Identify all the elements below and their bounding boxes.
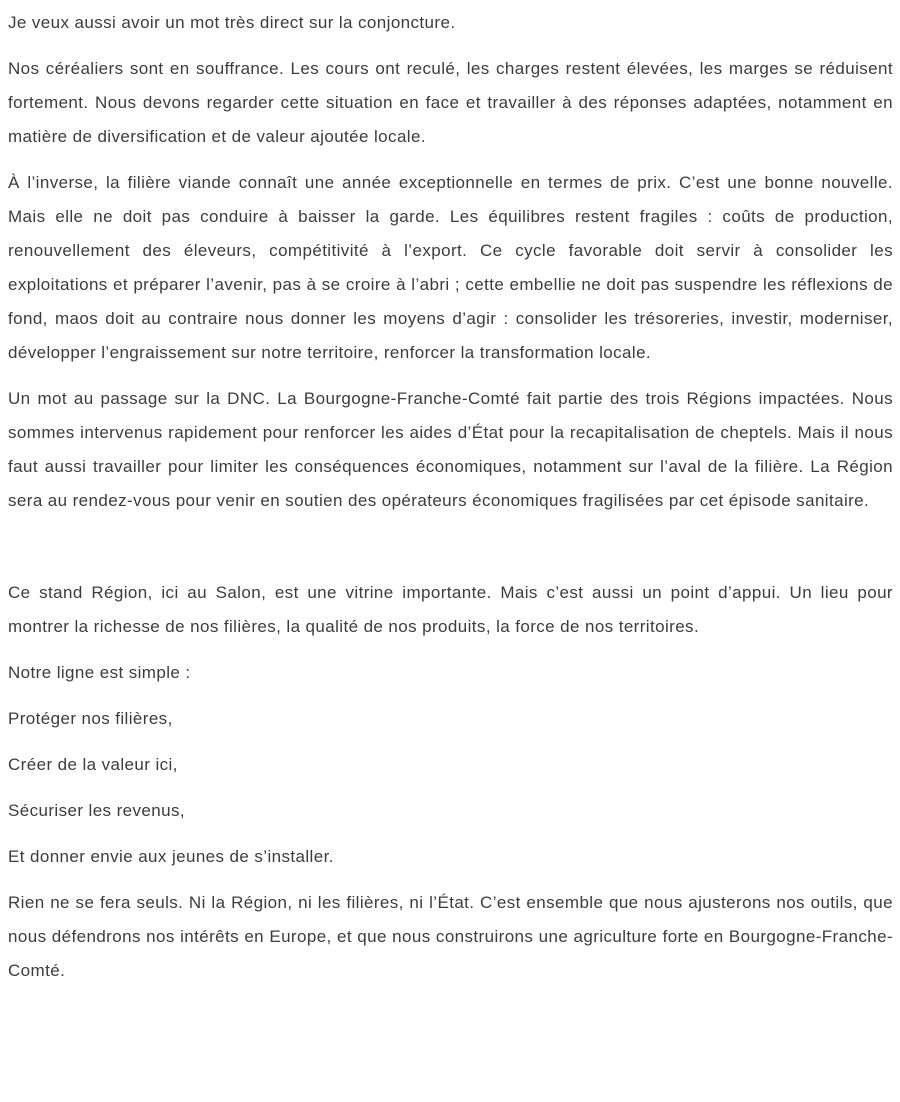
paragraph-8: Créer de la valeur ici,	[8, 755, 178, 774]
paragraph-9: Sécuriser les revenus,	[8, 801, 185, 820]
paragraph-11: Rien ne se fera seuls. Ni la Région, ni les filières, ni l’État. C’est ensemble que nous ajusterons nos outils, que nous défendrons nos intérêts en Europe, et que nous construirons une agriculture forte en Bourgogne-Franche-Comté.	[8, 893, 893, 980]
paragraph-4: Un mot au passage sur la DNC. La Bourgogne-Franche-Comté fait partie des trois Régions impactées. Nous sommes intervenus rapidement pour renforcer les aides d’État pour la recapitalisation de cheptels. Mais il nous faut aussi travailler pour limiter les conséquences économiques, notamment sur l’aval de la filière. La Région sera au rendez-vous pour venir en soutien des opérateurs économiques fragilisées par cet épisode sanitaire.	[8, 389, 893, 510]
blank-line-spacer	[8, 530, 893, 576]
paragraph-5: Ce stand Région, ici au Salon, est une vitrine importante. Mais c’est aussi un point d’appui. Un lieu pour montrer la richesse de nos filières, la qualité de nos produits, la force de nos territoires.	[8, 583, 893, 636]
paragraph-7: Protéger nos filières,	[8, 709, 173, 728]
paragraph-2: Nos céréaliers sont en souffrance. Les cours ont reculé, les charges restent élevées, les marges se réduisent fortement. Nous devons regarder cette situation en face et travailler à des réponses adaptées, notamment en matière de diversification et de valeur ajoutée locale.	[8, 59, 893, 146]
paragraph-10: Et donner envie aux jeunes de s’installer.	[8, 847, 334, 866]
paragraph-3: À l’inverse, la filière viande connaît une année exceptionnelle en termes de prix. C’est une bonne nouvelle. Mais elle ne doit pas conduire à baisser la garde. Les équilibres restent fragiles : coûts de production, renouvellement des éleveurs, compétitivité à l’export. Ce cycle favorable doit servir à consolider les exploitations et préparer l’avenir, pas à se croire à l’abri ; cette embellie ne doit pas suspendre les réflexions de fond, maos doit au contraire nous donner les moyens d’agir : consolider les trésoreries, investir, moderniser, développer l’engraissement sur notre territoire, renforcer la transformation locale.	[8, 173, 893, 362]
paragraph-6: Notre ligne est simple :	[8, 663, 191, 682]
paragraph-1: Je veux aussi avoir un mot très direct sur la conjoncture.	[8, 13, 456, 32]
